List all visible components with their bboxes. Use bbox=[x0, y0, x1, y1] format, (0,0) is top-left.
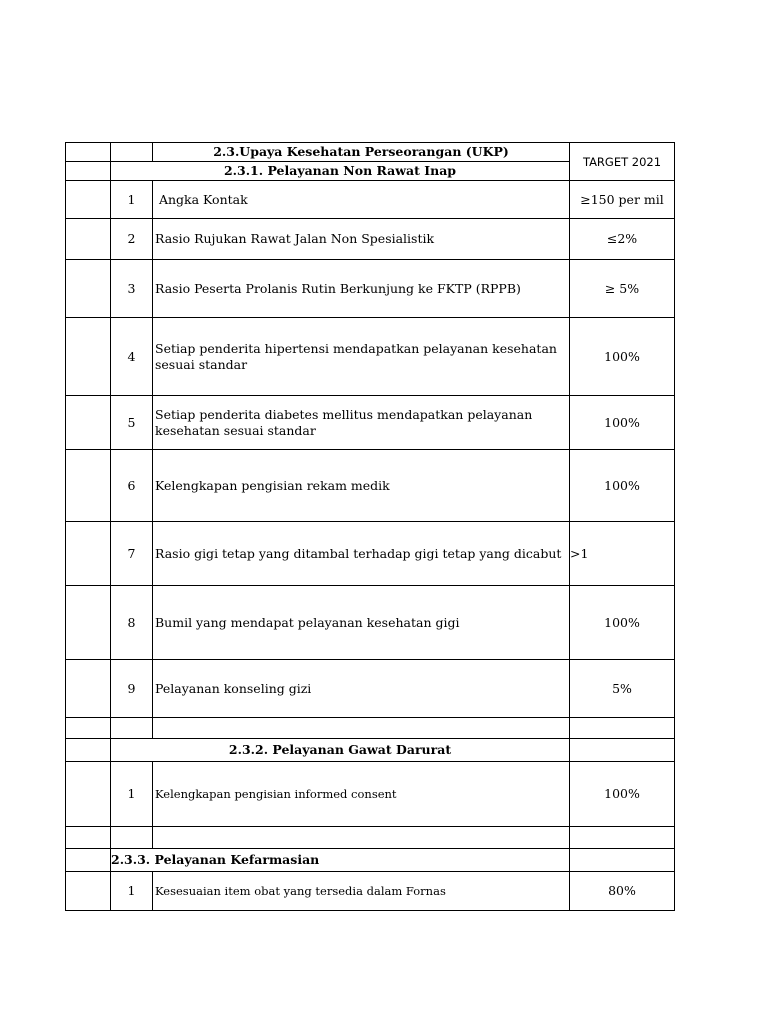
table-row bbox=[66, 660, 675, 718]
empty-cell bbox=[111, 143, 153, 162]
header-row bbox=[66, 143, 675, 162]
table-row bbox=[66, 396, 675, 450]
row-number: 7 bbox=[111, 522, 153, 586]
row-number: 1 bbox=[111, 762, 153, 827]
target-value: 100% bbox=[570, 450, 675, 522]
empty-cell bbox=[66, 450, 111, 522]
empty-cell bbox=[66, 219, 111, 260]
empty-cell bbox=[153, 827, 570, 849]
section-title-non-rawat-inap: 2.3.1. Pelayanan Non Rawat Inap bbox=[111, 162, 570, 181]
row-number: 1 bbox=[111, 181, 153, 219]
empty-cell bbox=[66, 522, 111, 586]
ukp-target-table bbox=[65, 142, 675, 911]
empty-cell bbox=[570, 827, 675, 849]
empty-cell bbox=[111, 827, 153, 849]
indicator-text: Kelengkapan pengisian rekam medik bbox=[153, 450, 570, 522]
empty-cell bbox=[570, 718, 675, 739]
row-number: 4 bbox=[111, 318, 153, 396]
table-row bbox=[66, 762, 675, 827]
indicator-text: Pelayanan konseling gizi bbox=[153, 660, 570, 718]
spacer-row bbox=[66, 827, 675, 849]
indicator-text: Setiap penderita diabetes mellitus mendapatkan pelayanan kesehatan sesuai standar bbox=[153, 396, 570, 450]
row-number: 5 bbox=[111, 396, 153, 450]
empty-cell bbox=[66, 181, 111, 219]
table-row bbox=[66, 260, 675, 318]
empty-cell bbox=[66, 260, 111, 318]
target-column-header: TARGET 2021 bbox=[570, 143, 675, 181]
target-value: 100% bbox=[570, 318, 675, 396]
empty-cell bbox=[66, 586, 111, 660]
target-value: 100% bbox=[570, 586, 675, 660]
table-row bbox=[66, 872, 675, 911]
target-value: 100% bbox=[570, 396, 675, 450]
row-number: 6 bbox=[111, 450, 153, 522]
indicator-text: Angka Kontak bbox=[153, 181, 570, 219]
row-number: 9 bbox=[111, 660, 153, 718]
empty-cell bbox=[66, 718, 111, 739]
target-value: ≥ 5% bbox=[570, 260, 675, 318]
empty-cell bbox=[66, 762, 111, 827]
empty-cell bbox=[66, 143, 111, 162]
target-value: >1 bbox=[570, 522, 675, 586]
target-value: 5% bbox=[570, 660, 675, 718]
target-value: 80% bbox=[570, 872, 675, 911]
indicator-text: Rasio gigi tetap yang ditambal terhadap gigi tetap yang dicabut bbox=[153, 522, 570, 586]
target-value: ≤2% bbox=[570, 219, 675, 260]
spacer-row bbox=[66, 718, 675, 739]
table-row bbox=[66, 586, 675, 660]
table-row bbox=[66, 219, 675, 260]
indicator-text: Bumil yang mendapat pelayanan kesehatan gigi bbox=[153, 586, 570, 660]
section-header-row bbox=[66, 849, 675, 872]
empty-cell bbox=[66, 318, 111, 396]
empty-cell bbox=[111, 718, 153, 739]
row-number: 2 bbox=[111, 219, 153, 260]
table-row bbox=[66, 318, 675, 396]
target-value: ≥150 per mil bbox=[570, 181, 675, 219]
empty-cell bbox=[66, 872, 111, 911]
empty-cell bbox=[66, 660, 111, 718]
table-title: 2.3.Upaya Kesehatan Perseorangan (UKP) bbox=[153, 143, 570, 162]
section-header-row bbox=[66, 739, 675, 762]
empty-cell bbox=[66, 396, 111, 450]
section-title-kefarmasian: 2.3.3. Pelayanan Kefarmasian bbox=[111, 849, 570, 872]
empty-cell bbox=[66, 739, 111, 762]
row-number: 1 bbox=[111, 872, 153, 911]
indicator-text: Setiap penderita hipertensi mendapatkan pelayanan kesehatan sesuai standar bbox=[153, 318, 570, 396]
section-title-gawat-darurat: 2.3.2. Pelayanan Gawat Darurat bbox=[111, 739, 570, 762]
indicator-text: Kesesuaian item obat yang tersedia dalam Fornas bbox=[153, 872, 570, 911]
indicator-text: Rasio Rujukan Rawat Jalan Non Spesialistik bbox=[153, 219, 570, 260]
row-number: 8 bbox=[111, 586, 153, 660]
table-row bbox=[66, 450, 675, 522]
empty-cell bbox=[570, 739, 675, 762]
empty-cell bbox=[570, 849, 675, 872]
table-row bbox=[66, 522, 675, 586]
empty-cell bbox=[66, 849, 111, 872]
empty-cell bbox=[66, 827, 111, 849]
empty-cell bbox=[153, 718, 570, 739]
indicator-text: Kelengkapan pengisian informed consent bbox=[153, 762, 570, 827]
table-row bbox=[66, 181, 675, 219]
row-number: 3 bbox=[111, 260, 153, 318]
indicator-text: Rasio Peserta Prolanis Rutin Berkunjung ke FKTP (RPPB) bbox=[153, 260, 570, 318]
empty-cell bbox=[66, 162, 111, 181]
target-value: 100% bbox=[570, 762, 675, 827]
